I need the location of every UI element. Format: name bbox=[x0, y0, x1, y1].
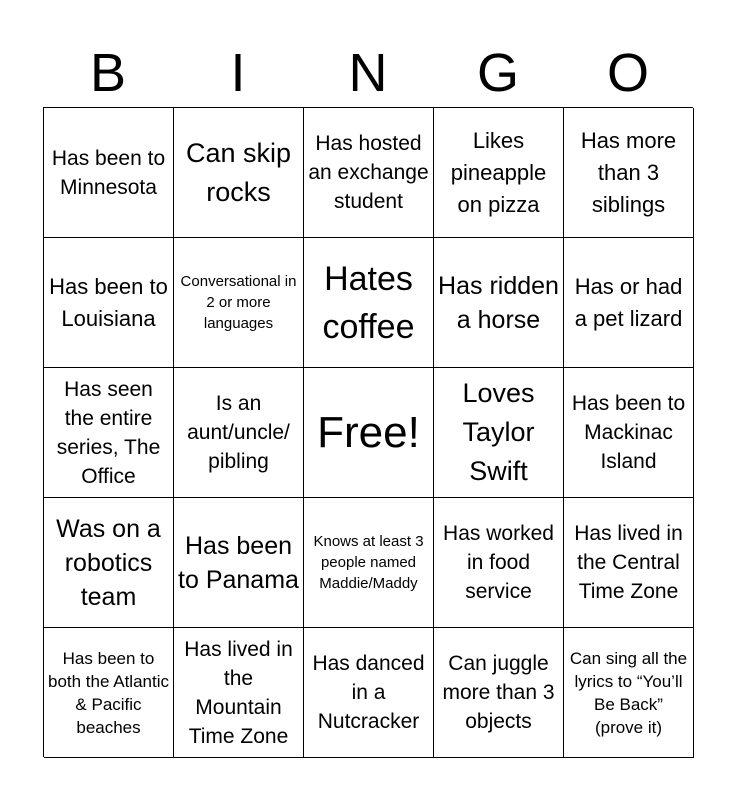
cell-text: Has lived in the Mountain Time Zone bbox=[184, 637, 293, 748]
cell-text: Has ridden a horse bbox=[438, 271, 559, 334]
cell-text: Has more than 3 siblings bbox=[580, 127, 677, 217]
bingo-cell-r2c3[interactable] bbox=[304, 238, 434, 368]
cell-text: Is an aunt/uncle/ pibling bbox=[187, 392, 290, 473]
bingo-cell-r4c2[interactable] bbox=[174, 498, 304, 628]
cell-text: Has been to Minnesota bbox=[51, 146, 166, 199]
bingo-cell-r4c5[interactable] bbox=[564, 498, 694, 628]
bingo-cell-r4c1[interactable] bbox=[44, 498, 174, 628]
cell-text: Has been to Mackinac Island bbox=[571, 392, 686, 473]
bingo-cell-r1c1[interactable] bbox=[44, 108, 174, 238]
cell-text: Has worked in food service bbox=[443, 522, 554, 603]
bingo-cell-r1c2[interactable] bbox=[174, 108, 304, 238]
bingo-cell-r2c1[interactable] bbox=[44, 238, 174, 368]
bingo-cell-r1c4[interactable] bbox=[434, 108, 564, 238]
bingo-cell-r2c5[interactable] bbox=[564, 238, 694, 368]
bingo-cell-r3c5[interactable] bbox=[564, 368, 694, 498]
bingo-cell-r5c4[interactable] bbox=[434, 628, 564, 758]
bingo-cell-r3c2[interactable] bbox=[174, 368, 304, 498]
cell-text: Knows at least 3 people named Maddie/Maddy bbox=[313, 533, 424, 592]
header-letter-g: G bbox=[476, 43, 519, 103]
header-letter-n: N bbox=[348, 43, 388, 103]
cell-text: Likes pineapple on pizza bbox=[450, 127, 547, 217]
bingo-cell-r5c5[interactable] bbox=[564, 628, 694, 758]
bingo-cell-r3c1[interactable] bbox=[44, 368, 174, 498]
header-letter-b: B bbox=[89, 43, 127, 103]
cell-text: Hates coffee bbox=[322, 259, 415, 346]
cell-text: Has danced in a Nutcracker bbox=[312, 652, 425, 733]
free-space-text: Free! bbox=[317, 407, 420, 457]
cell-text: Can sing all the lyrics to “You’ll Be Back” (prove it) bbox=[569, 648, 688, 737]
cell-text: Has been to Panama bbox=[178, 531, 299, 594]
header-letter-o: O bbox=[606, 43, 649, 103]
bingo-cell-r2c2[interactable] bbox=[174, 238, 304, 368]
cell-text: Was on a robotics team bbox=[56, 514, 161, 611]
bingo-cell-r4c3[interactable] bbox=[304, 498, 434, 628]
cell-text: Has been to both the Atlantic & Pacific beaches bbox=[48, 648, 169, 737]
bingo-cell-free[interactable] bbox=[304, 368, 434, 498]
cell-text: Has or had a pet lizard bbox=[574, 273, 683, 331]
cell-text: Has lived in the Central Time Zone bbox=[574, 522, 683, 603]
bingo-cell-r2c4[interactable] bbox=[434, 238, 564, 368]
bingo-cell-r5c2[interactable] bbox=[174, 628, 304, 758]
bingo-cell-r5c1[interactable] bbox=[44, 628, 174, 758]
cell-text: Has been to Louisiana bbox=[49, 273, 168, 331]
bingo-cell-r4c4[interactable] bbox=[434, 498, 564, 628]
cell-text: Loves Taylor Swift bbox=[462, 378, 535, 486]
cell-text: Conversational in 2 or more languages bbox=[180, 273, 297, 332]
bingo-header bbox=[43, 40, 693, 106]
cell-text: Can skip rocks bbox=[185, 137, 292, 207]
bingo-cell-r1c3[interactable] bbox=[304, 108, 434, 238]
cell-text: Has seen the entire series, The Office bbox=[56, 377, 161, 488]
bingo-cell-r5c3[interactable] bbox=[304, 628, 434, 758]
bingo-cell-r3c4[interactable] bbox=[434, 368, 564, 498]
cell-text: Has hosted an exchange student bbox=[308, 132, 429, 213]
cell-text: Can juggle more than 3 objects bbox=[442, 652, 555, 733]
header-letter-i: I bbox=[230, 43, 246, 103]
bingo-cell-r1c5[interactable] bbox=[564, 108, 694, 238]
bingo-grid bbox=[43, 107, 693, 757]
